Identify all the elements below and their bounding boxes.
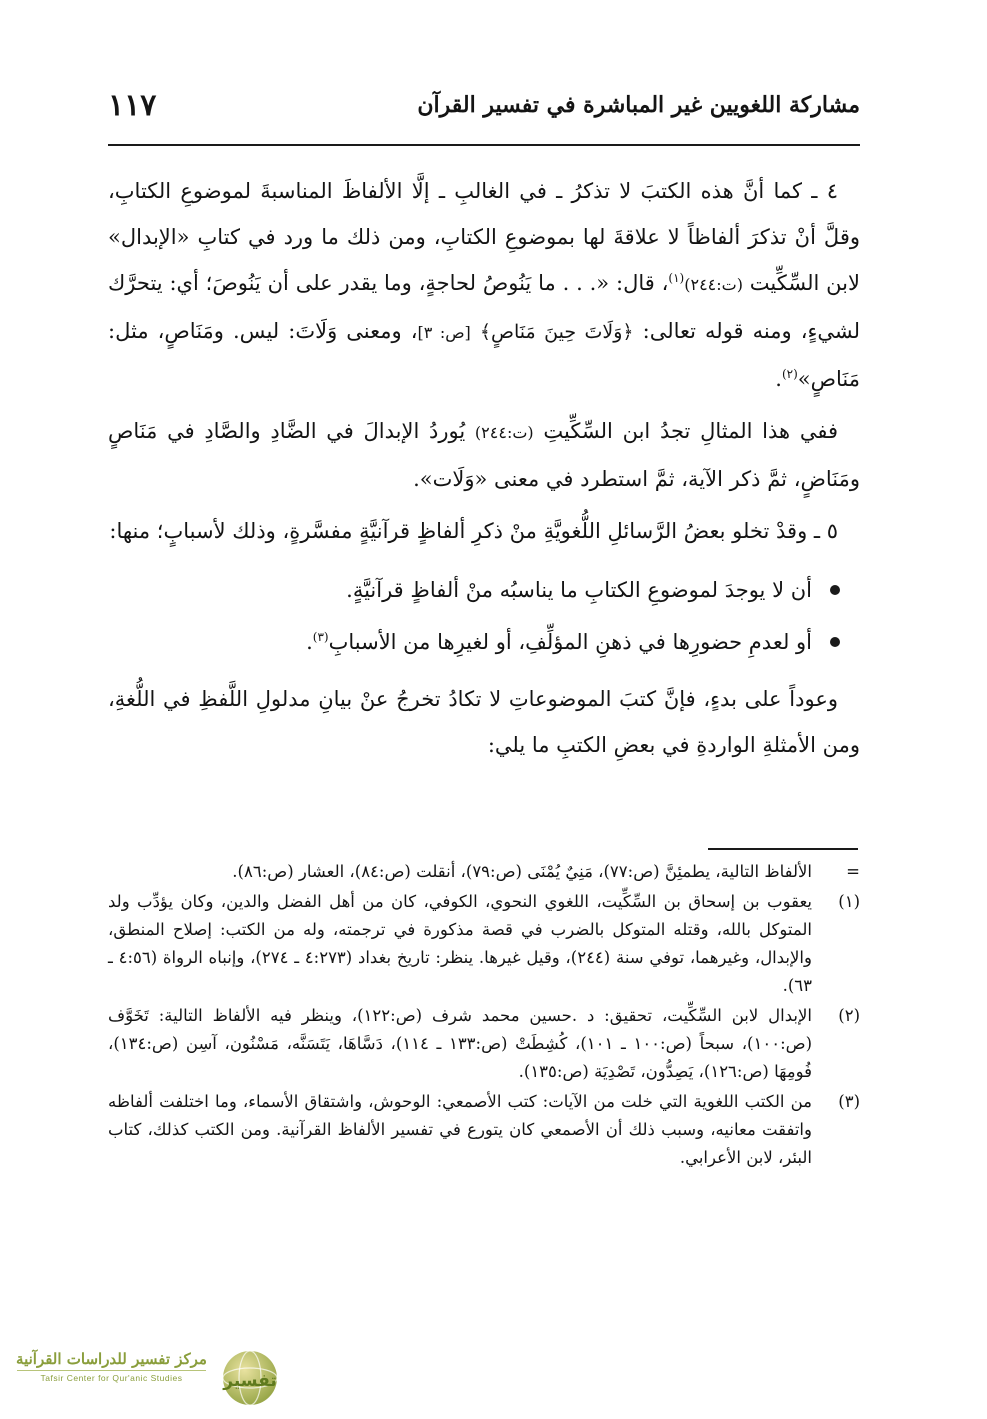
footnote-3 <box>108 1088 860 1172</box>
logo-wordmark <box>9 1350 214 1383</box>
footnote-ref-3[interactable]: (٣) <box>312 630 329 644</box>
main-text <box>108 168 860 768</box>
footnote-2 <box>108 1002 860 1086</box>
bullet-icon <box>830 585 840 595</box>
footnote-1 <box>108 888 860 1000</box>
verse-reference: [ص: ٣] <box>417 323 471 342</box>
footnote-ref-1[interactable]: (١) <box>668 271 685 285</box>
tafsir-center-logo <box>0 1348 284 1412</box>
text-run: ٥ ـ وقدْ تخلو بعضُ الرَّسائلِ اللُّغويَّةِ منْ ذكرِ ألفاظٍ قرآنيَّةٍ مفسَّرةٍ، وذلك لأسبابٍ؛ منها: <box>109 519 838 543</box>
logo-arabic-name: مركز تفسير للدراسات القرآنية <box>16 1350 207 1368</box>
paragraph-example <box>108 408 860 502</box>
list-item <box>108 616 812 668</box>
footnote-number: (٣) <box>838 1092 860 1111</box>
page-number: ١١٧ <box>108 88 157 123</box>
text-run: أو لعدمِ حضورِها في ذهنِ المؤلِّفِ، أو لغيرِها من الأسبابِ <box>328 630 812 654</box>
list-item <box>108 564 812 616</box>
quran-verse: ﴿وَلَاتَ حِينَ مَنَاصٍ﴾ <box>479 321 634 343</box>
footnote-number: (٢) <box>838 1006 860 1025</box>
footnote-text: الإبدال لابن السِّكِّيت، تحقيق: د .حسين محمد شرف (ص:١٢٢)، وينظر فيه الألفاظ التالية: تَخَوَّف (ص:١٠٠)، سبحاً (ص:١٠٠ ـ ١٠١)، كُشِطَتْ (ص:١٣٣ ـ ١١٤)، دَسَّاهَا، يَتَسَنَّه، مَسْنُون، آسِن (ص:١٣٤)، فُومِهَا (ص:١٢٦)، يَصِدُّون، تَصْدِيَة (ص:١٣٥). <box>108 1006 813 1081</box>
svg-text:تفسير: تفسير <box>223 1371 277 1391</box>
text-run: وعوداً على بدءٍ، فإنَّ كتبَ الموضوعاتِ لا تكادُ تخرجُ عنْ بيانِ مدلولِ اللَّفظِ في اللُّغةِ، ومن الأمثلةِ الواردةِ في بعضِ الكتبِ ما يلي: <box>108 687 860 757</box>
page-header <box>108 88 860 132</box>
text-run: يُوردُ الإبدالَ في الضَّادِ والصَّادِ في مَنَاصٍ ومَنَاضٍ، ثمَّ ذكر الآية، ثمَّ استطرد في معنى «وَلَات». <box>108 419 860 491</box>
death-date: (ت:٢٤٤) <box>474 423 534 442</box>
footnote-text: من الكتب اللغوية التي خلت من الآيات: كتب الأصمعي: الوحوش، واشتقاق الأسماء، وما اختلفت ألفاظه واتفقت معانيه، وسبب ذلك أن الأصمعي كان يتورع في تفسير الألفاظ القرآنية. ومن الكتب كذلك، كتاب البئر، لابن الأعرابي. <box>108 1092 812 1167</box>
footnote-continuation <box>108 858 860 886</box>
continuation-marker: = <box>846 862 860 881</box>
text-run: ، ومعنى وَلَاتَ: ليس. ومَنَاصٍ، مثل: مَنَاصٍ» <box>108 319 860 391</box>
text-run: ففي هذا المثالِ تجدُ ابن السِّكِّيتِ <box>543 419 838 443</box>
header-rule <box>108 144 860 146</box>
text-run: . <box>306 630 313 654</box>
footnote-text: يعقوب بن إسحاق بن السِّكِّيت، اللغوي النحوي، الكوفي، كان من أهل الفضل والدين، وكان يؤدِّب ولد المتوكل بالله، وقتله المتوكل بالضرب في قصة مذكورة في ترجمته، وله من الكتب: إصلاح المنطق، والإبدال، وغيرهما، توفي سنة (٢٤٤)، وقيل غيرها. ينظر: تاريخ بغداد (٤:٢٧٣ ـ ٢٧٤)، وإنباه الرواة (٤:٥٦ ـ ٦٣). <box>108 892 812 995</box>
running-title: مشاركة اللغويين غير المباشرة في تفسير القرآن <box>417 92 860 118</box>
text-run: ، قال: «. . . ما يَنُوصُ لحاجةٍ، وما يقدر على أن يَنُوصَ؛ أي: يتحرَّك لشيءٍ، ومنه قوله تعالى: <box>108 271 861 343</box>
globe-emblem-icon <box>218 1348 282 1412</box>
text-run: . <box>775 367 782 391</box>
logo-english-name: Tafsir Center for Qur'anic Studies <box>40 1373 183 1383</box>
footnote-text: الألفاظ التالية، يطمئِنَّ (ص:٧٧)، مَنِيٌ يُمْنَى (ص:٧٩)، أنقلت (ص:٨٤)، العشار (ص:٨٦). <box>232 862 812 881</box>
logo-divider <box>17 1370 206 1371</box>
footnote-ref-2[interactable]: (٢) <box>781 367 798 381</box>
footnote-separator <box>708 848 858 850</box>
paragraph-return <box>108 676 860 768</box>
footnotes <box>108 858 860 1174</box>
paragraph-point-4 <box>108 168 860 402</box>
text-run: أن لا يوجدَ لموضوعِ الكتابِ ما يناسبُه منْ ألفاظٍ قرآنيَّةٍ. <box>346 578 812 602</box>
death-date: (ت:٢٤٤) <box>684 275 743 294</box>
reasons-list <box>108 564 860 668</box>
paragraph-point-5 <box>108 508 860 554</box>
text-run: ٤ ـ كما أنَّ هذه الكتبَ لا تذكرُ ـ في الغالبِ ـ إلَّا الألفاظَ المناسبةَ لموضوعِ الكتابِ، وقلَّ أنْ تذكرَ ألفاظاً لا علاقةَ لها بموضوعِ الكتابِ، ومن ذلك ما ورد في كتابِ «الإبدال» لابن السِّكِّيت <box>108 179 860 295</box>
footnote-number: (١) <box>838 892 860 911</box>
bullet-icon <box>830 637 840 647</box>
